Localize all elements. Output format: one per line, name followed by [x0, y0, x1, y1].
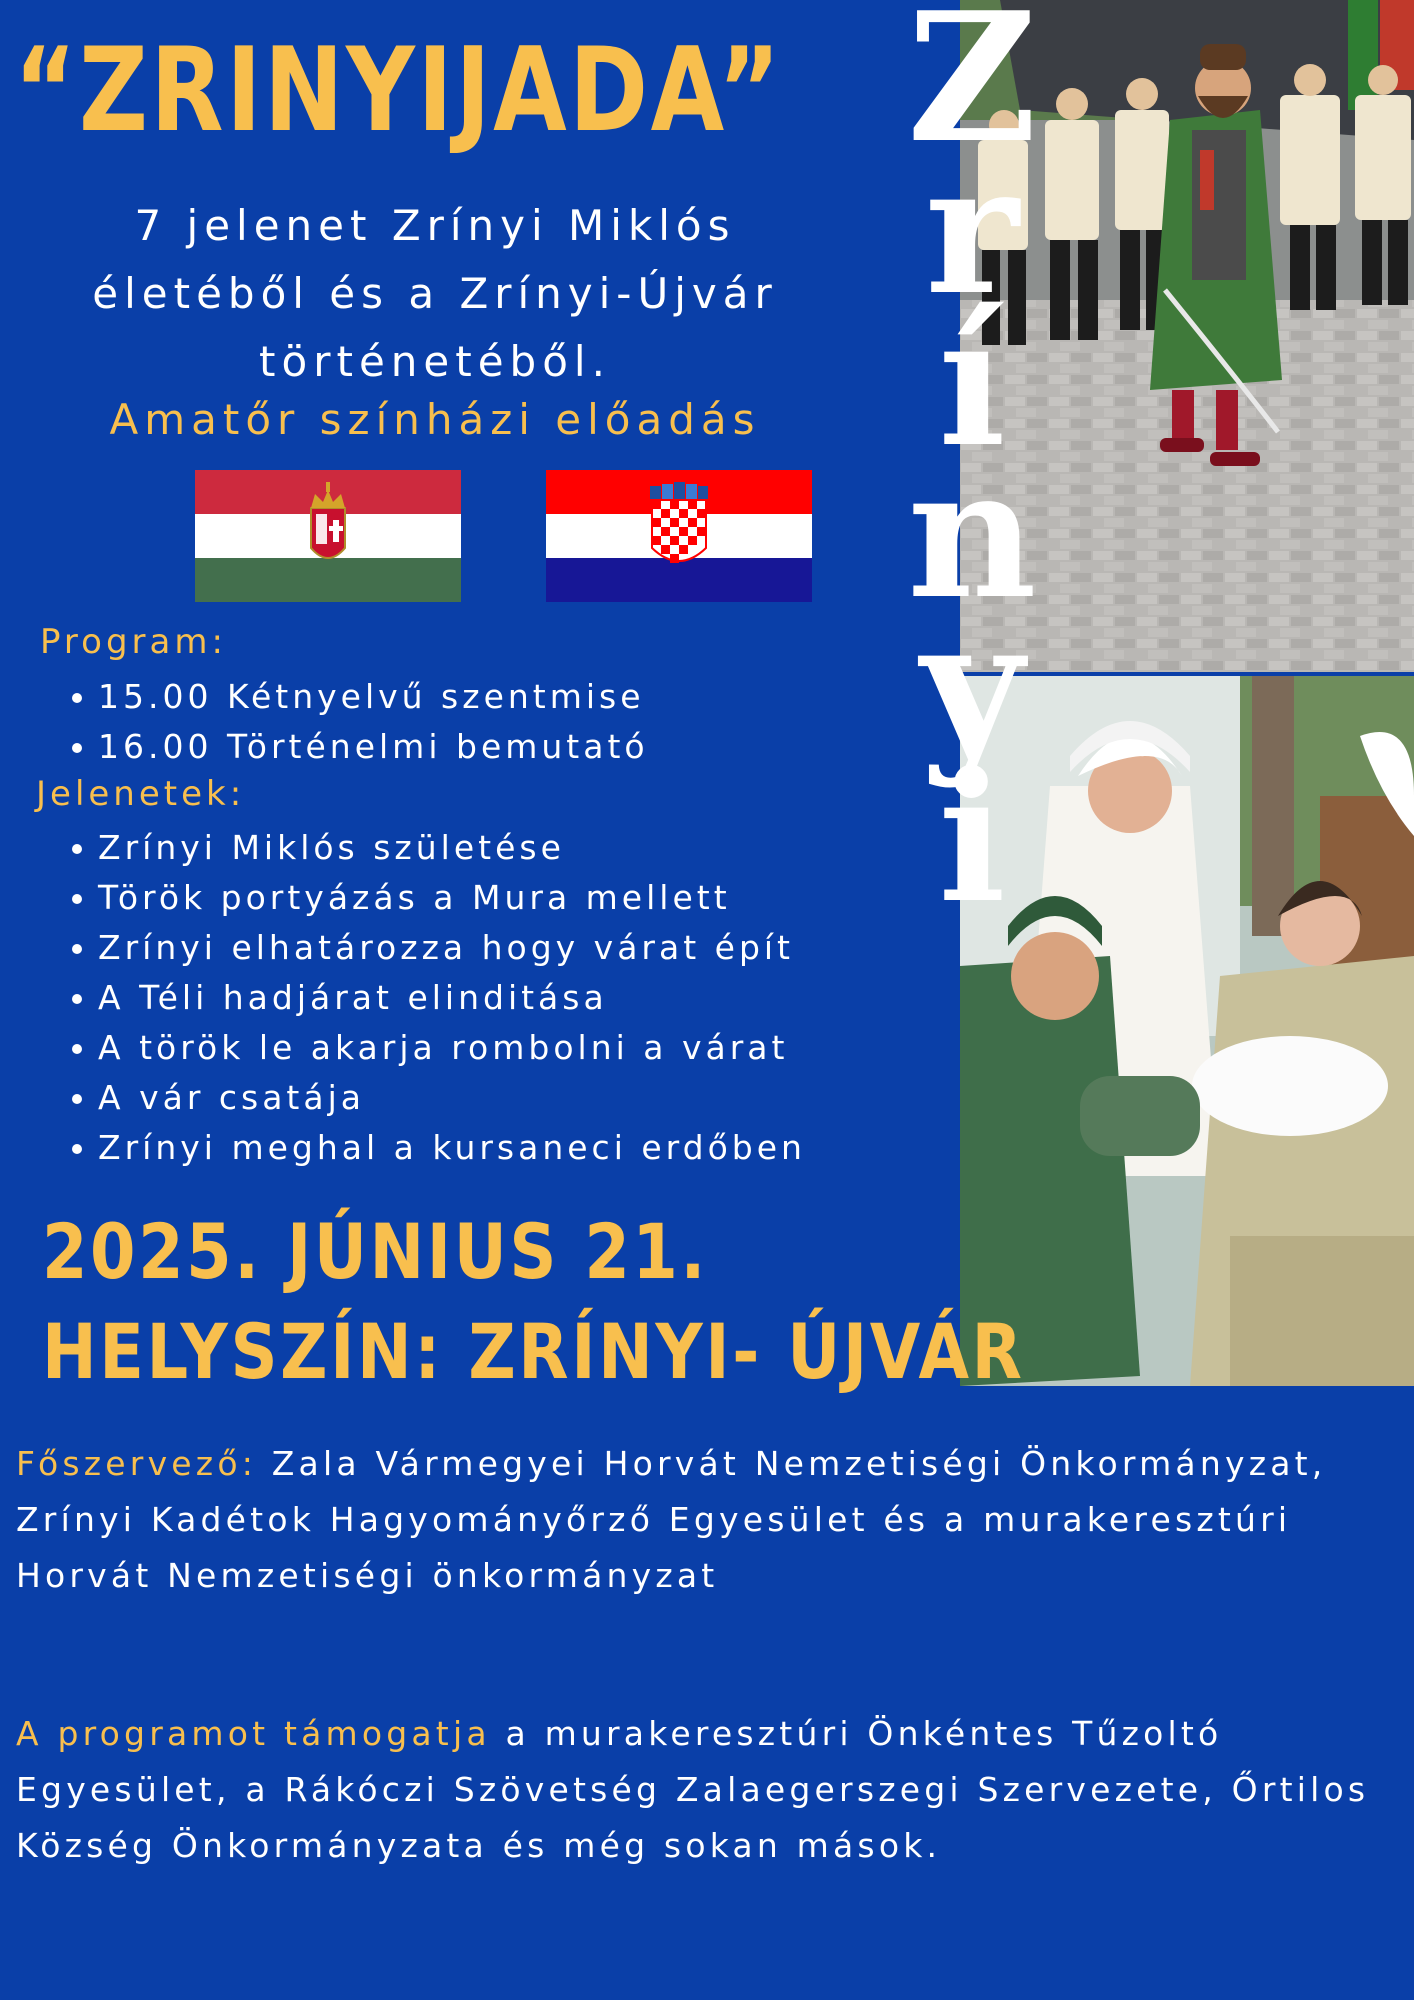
event-location: HELYSZÍN: ZRÍNYI- ÚJVÁR [42, 1307, 1025, 1396]
list-item: 16.00 Történelmi bemutató [70, 722, 649, 772]
event-date: 2025. JÚNIUS 21. [42, 1207, 708, 1296]
vertical-letter: í [938, 277, 1006, 486]
vertical-letter: y [920, 581, 1024, 790]
program-label: Program: [40, 622, 227, 662]
vertical-letter: n [907, 429, 1037, 638]
vertical-letter: Z [907, 0, 1037, 182]
support-label: A programot támogatja [16, 1714, 491, 1753]
list-item: Zrínyi Miklós születése [70, 823, 806, 873]
list-item: Zrínyi elhatározza hogy várat épít [70, 923, 806, 973]
scenes-list [70, 823, 806, 1173]
list-item: 15.00 Kétnyelvű szentmise [70, 672, 649, 722]
support-text: a murakeresztúri Önkéntes Tűzoltó Egyesület, a Rákóczi Szövetség Zalaegerszegi Szervezete, Őrtilos Község Önkormányzata és még sokan mások. [16, 1714, 1370, 1865]
scenes-label: Jelenetek: [36, 774, 246, 814]
event-type: Amatőr színházi előadás [109, 395, 761, 444]
organizer-paragraph [16, 1436, 1396, 1604]
subtitle-line: életéből és a Zrínyi-Újvár [92, 269, 778, 318]
subtitle-line: történetéből. [259, 337, 611, 386]
vertical-letter: i [938, 733, 1006, 942]
list-item: Zrínyi meghal a kursaneci erdőben [70, 1123, 806, 1173]
organizer-label: Főszervező: [16, 1444, 258, 1483]
poster-title: “ZRINYIJADA” [14, 23, 783, 158]
list-item: A vár csatája [70, 1073, 806, 1123]
list-item: A török le akarja rombolni a várat [70, 1023, 806, 1073]
program-list [70, 672, 649, 772]
subtitle [0, 192, 870, 396]
hungarian-flag-icon [195, 470, 461, 602]
subtitle-line: 7 jelenet Zrínyi Miklós [134, 201, 736, 250]
croatian-flag-icon [546, 470, 812, 602]
vertical-name-zrinyi [902, 0, 1042, 942]
list-item: Török portyázás a Mura mellett [70, 873, 806, 923]
support-paragraph [16, 1706, 1396, 1874]
vertical-letter: r [925, 125, 1019, 334]
list-item: A Téli hadjárat elinditása [70, 973, 806, 1023]
organizer-text: Zala Vármegyei Horvát Nemzetiségi Önkormányzat, Zrínyi Kadétok Hagyományőrző Egyesület és a murakeresztúri Horvát Nemzetiségi önkormányzat [16, 1444, 1327, 1595]
